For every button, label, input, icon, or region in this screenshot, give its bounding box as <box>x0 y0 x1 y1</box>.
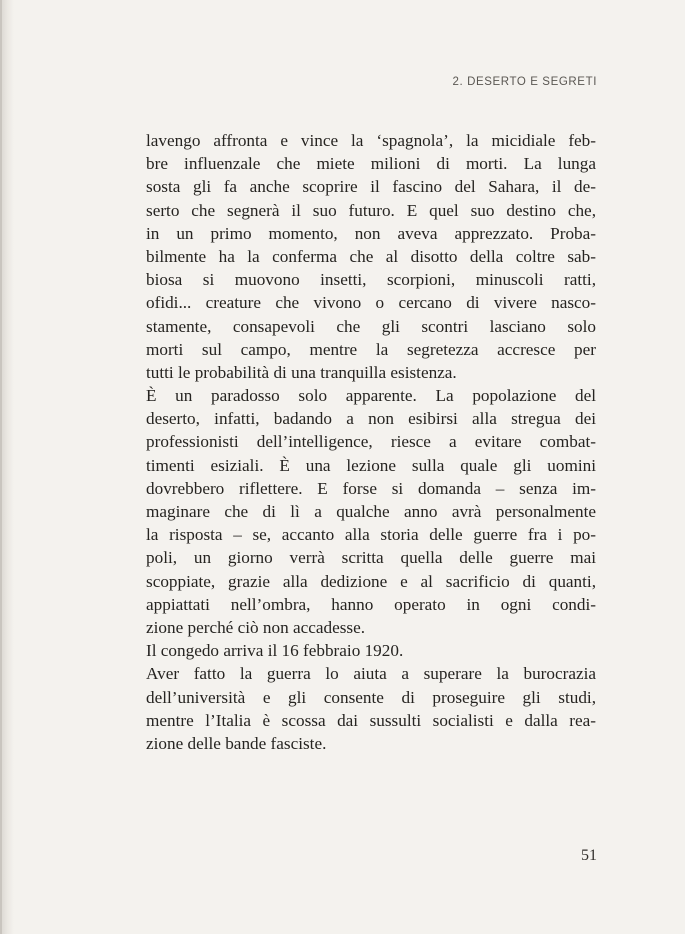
text-line: sosta gli fa anche scoprire il fascino del Sahara, il de- <box>146 177 596 197</box>
text-line: timenti esiziali. È una lezione sulla quale gli uomini <box>146 455 596 475</box>
text-line: zione perché ciò non accadesse. <box>146 617 366 637</box>
text-line: professionisti dell’intelligence, riesce a evitare combat- <box>146 432 596 452</box>
text-line: lavengo affronta e vince la ‘spagnola’, la micidiale feb- <box>146 131 596 150</box>
text-line: zione delle bande fasciste. <box>146 733 327 753</box>
text-line: dell’università e gli consente di proseguire gli studi, <box>146 687 596 707</box>
text-line: stamente, consapevoli che gli scontri lasciano solo <box>146 316 596 336</box>
page-number: 51 <box>581 847 597 864</box>
text-line: la risposta – se, accanto alla storia delle guerre fra i po- <box>146 525 596 545</box>
text-line: serto che segnerà il suo futuro. E quel suo destino che, <box>146 200 596 220</box>
text-line: Il congedo arriva il 16 febbraio 1920. <box>146 641 404 661</box>
text-line: bilmente ha la conferma che al disotto della coltre sab- <box>146 246 596 266</box>
text-line: ofidi... creature che vivono o cercano di vivere nasco- <box>146 293 596 313</box>
page-gutter-shadow <box>0 0 14 934</box>
text-line: scoppiate, grazie alla dedizione e al sacrificio di quanti, <box>146 571 596 591</box>
text-line: appiattati nell’ombra, hanno operato in ogni condi- <box>146 594 596 614</box>
text-line: bre influenzale che miete milioni di morti. La lunga <box>146 154 596 174</box>
text-line: tutti le probabilità di una tranquilla esistenza. <box>146 362 457 382</box>
text-line: biosa si muovono insetti, scorpioni, minuscoli ratti, <box>146 270 596 290</box>
text-line: maginare che di lì a qualche anno avrà personalmente <box>146 502 596 521</box>
text-line: È un paradosso solo apparente. La popolazione del <box>146 386 596 406</box>
page-gutter-edge <box>0 0 2 934</box>
text-line: morti sul campo, mentre la segretezza accresce per <box>146 339 596 359</box>
text-line: mentre l’Italia è scossa dai sussulti socialisti e dalla rea- <box>146 710 596 730</box>
text-line: Aver fatto la guerra lo aiuta a superare la burocrazia <box>146 664 596 684</box>
running-header: 2. DESERTO E SEGRETI <box>452 76 597 88</box>
body-text <box>146 129 596 755</box>
text-line: dovrebbero riflettere. E forse si domanda – senza im- <box>146 478 596 498</box>
text-line: in un primo momento, non aveva apprezzato. Proba- <box>146 223 596 243</box>
text-line: poli, un giorno verrà scritta quella delle guerre mai <box>146 548 596 568</box>
text-line: deserto, infatti, badando a non esibirsi alla stregua dei <box>146 409 596 429</box>
